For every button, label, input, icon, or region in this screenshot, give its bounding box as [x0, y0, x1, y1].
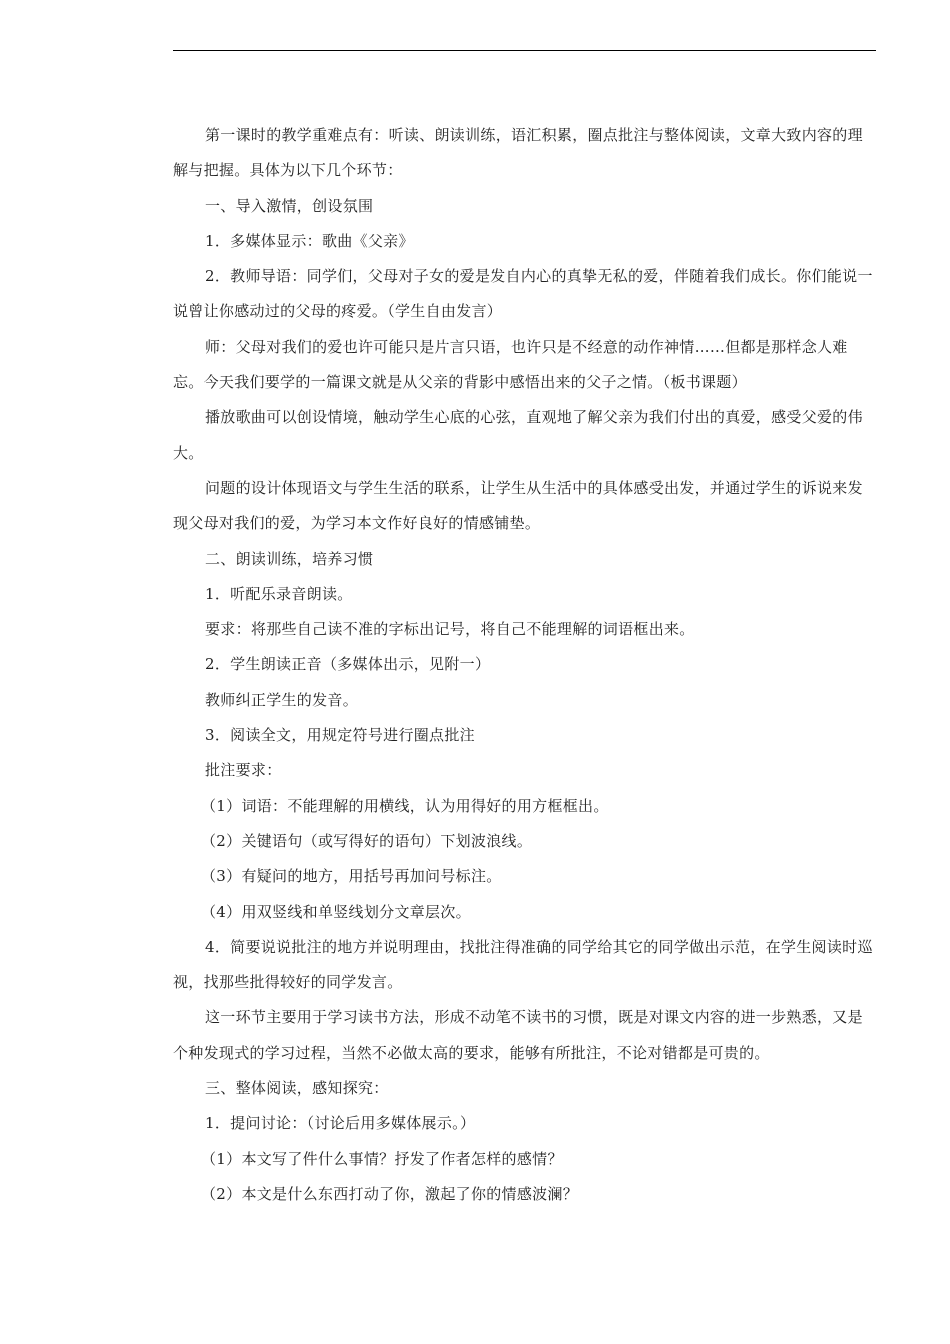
paragraph: 播放歌曲可以创设情境，触动学生心底的心弦，直观地了解父亲为我们付出的真爱，感受父爱的伟大。	[173, 408, 863, 462]
paragraph: （1）词语：不能理解的用横线，认为用得好的用方框框出。	[201, 796, 609, 815]
paragraph: （3）有疑问的地方，用括号再加问号标注。	[201, 867, 502, 886]
header-rule	[173, 50, 876, 51]
paragraph: 问题的设计体现语文与学生生活的联系，让学生从生活中的具体感受出发，并通过学生的诉说来发现父母对我们的爱，为学习本文作好良好的情感铺垫。	[173, 478, 863, 533]
paragraph: 教师纠正学生的发音。	[205, 690, 359, 709]
paragraph: 3．阅读全文，用规定符号进行圈点批注	[205, 726, 475, 745]
paragraph: （1）本文写了件什么事情？抒发了作者怎样的感情？	[201, 1149, 563, 1168]
paragraph: 4．简要说说批注的地方并说明理由，找批注得准确的同学给其它的同学做出示范，在学生阅读时巡视，找那些批得较好的同学发言。	[173, 937, 873, 992]
paragraph: 一、导入激情，创设氛围	[205, 196, 374, 215]
paragraph: 第一课时的教学重难点有：听读、朗读训练，语汇积累，圈点批注与整体阅读，文章大致内容的理解与把握。具体为以下几个环节：	[173, 126, 863, 180]
paragraph: 三、整体阅读，感知探究：	[205, 1079, 389, 1098]
document-body	[173, 118, 878, 1212]
paragraph: （2）本文是什么东西打动了你，激起了你的情感波澜？	[201, 1184, 579, 1203]
paragraph: （2）关键语句（或写得好的语句）下划波浪线。	[201, 831, 533, 850]
paragraph: 2．教师导语：同学们，父母对子女的爱是发自内心的真挚无私的爱，伴随着我们成长。你们能说一说曾让你感动过的父母的疼爱。（学生自由发言）	[173, 267, 873, 321]
paragraph: 师：父母对我们的爱也许可能只是片言只语，也许只是不经意的动作神情……但都是那样念人难忘。今天我们要学的一篇课文就是从父亲的背影中感悟出来的父子之情。（板书课题）	[173, 337, 848, 392]
paragraph: 这一环节主要用于学习读书方法，形成不动笔不读书的习惯，既是对课文内容的进一步熟悉，又是个种发现式的学习过程，当然不必做太高的要求，能够有所批注，不论对错都是可贵的。	[173, 1008, 863, 1062]
paragraph: 批注要求：	[205, 761, 282, 780]
paragraph: 1．提问讨论：（讨论后用多媒体展示。）	[205, 1114, 476, 1133]
paragraph: 要求：将那些自己读不准的字标出记号，将自己不能理解的词语框出来。	[205, 620, 695, 639]
paragraph: 1．听配乐录音朗读。	[205, 584, 353, 603]
paragraph: 二、朗读训练，培养习惯	[205, 549, 374, 568]
paragraph: 2．学生朗读正音（多媒体出示，见附一）	[205, 655, 491, 674]
paragraph: （4）用双竖线和单竖线划分文章层次。	[201, 902, 471, 921]
paragraph: 1．多媒体显示：歌曲《父亲》	[205, 231, 414, 250]
